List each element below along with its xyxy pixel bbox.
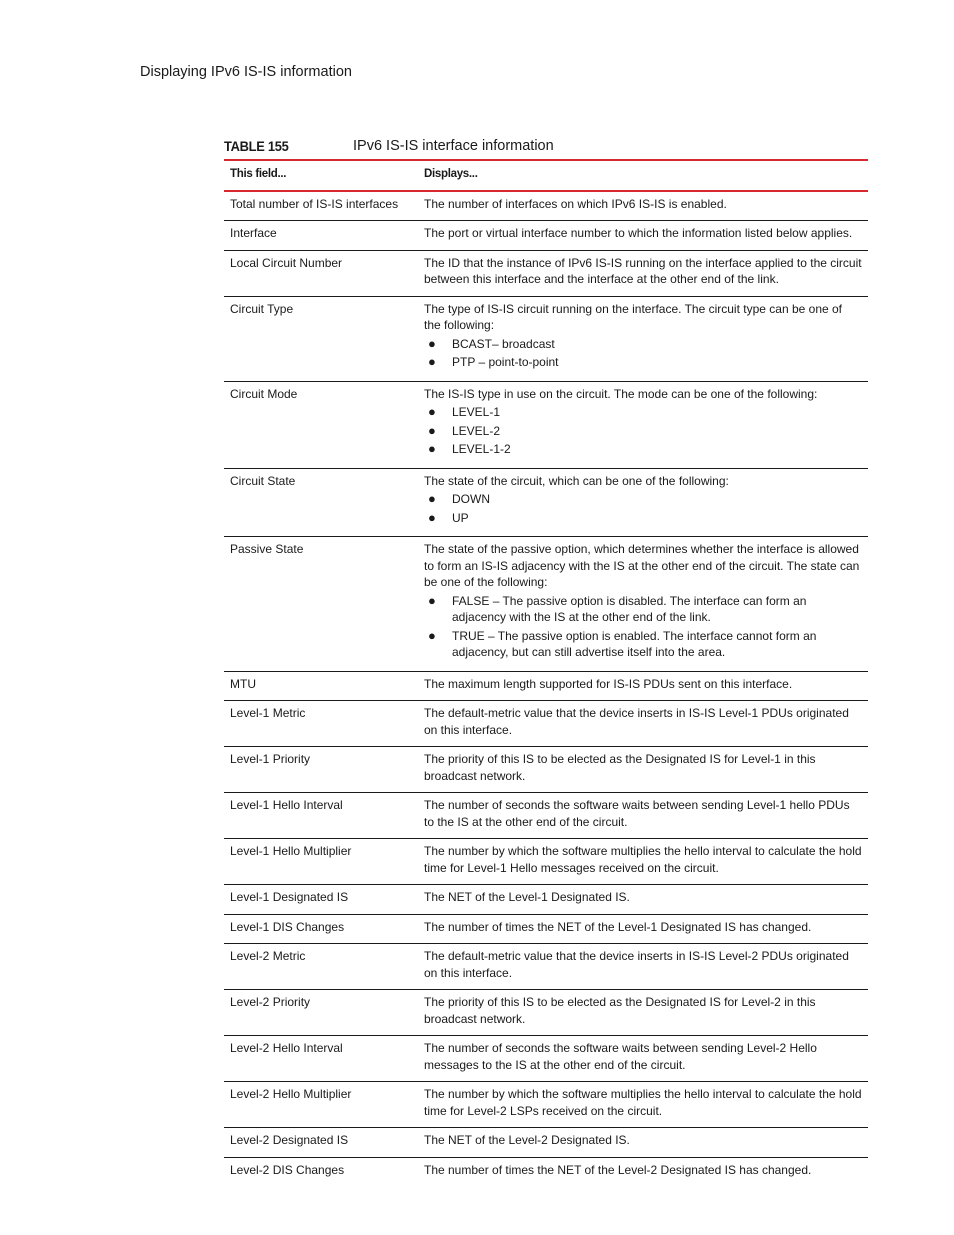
bullet-dot-icon: ●	[428, 441, 436, 456]
table-row	[224, 914, 868, 944]
description-text: The default-metric value that the device inserts in IS-IS Level-1 PDUs originated on this interface.	[424, 706, 849, 737]
bullet-text: UP	[452, 510, 469, 525]
field-name-cell: Level-1 Designated IS	[230, 890, 349, 904]
bullet-text: BCAST– broadcast	[452, 336, 555, 351]
bullet-item	[424, 491, 862, 508]
description-cell	[418, 793, 868, 839]
field-name-cell: Level-2 DIS Changes	[230, 1162, 345, 1177]
bullet-text: DOWN	[452, 492, 490, 506]
bullet-text: TRUE – The passive option is enabled. The interface cannot form an adjacency, but can still advertise itself into the area.	[452, 628, 817, 659]
field-name-cell: Total number of IS-IS interfaces	[230, 196, 399, 211]
description-cell	[418, 537, 868, 672]
description-cell	[418, 701, 868, 747]
field-name-cell: Level-2 Hello Multiplier	[230, 1087, 352, 1101]
description-cell	[418, 1036, 868, 1082]
table-row	[224, 191, 868, 221]
bullet-dot-icon: ●	[428, 509, 436, 525]
table-row	[224, 537, 868, 672]
field-name-cell: Circuit State	[230, 473, 296, 488]
description-text: The type of IS-IS circuit running on the interface. The circuit type can be one of the following:	[424, 301, 843, 332]
bullet-item	[424, 354, 862, 371]
table-row	[224, 990, 868, 1036]
bullet-text: PTP – point-to-point	[452, 355, 559, 369]
description-cell	[418, 468, 868, 537]
field-name-cell: MTU	[230, 676, 256, 691]
table-row	[224, 671, 868, 701]
table-row	[224, 793, 868, 839]
description-cell	[418, 1082, 868, 1128]
bullet-item	[424, 510, 862, 527]
field-name-cell: Level-1 Hello Multiplier	[230, 844, 352, 858]
column-header-displays: Displays...	[424, 168, 478, 180]
table-body	[224, 191, 868, 1187]
description-cell	[418, 990, 868, 1036]
description-text: The priority of this IS to be elected as the Designated IS for Level-1 in this broadcast network.	[424, 752, 816, 783]
field-name-cell: Local Circuit Number	[230, 255, 343, 270]
field-name-cell: Level-2 Designated IS	[230, 1133, 349, 1147]
description-cell	[418, 221, 868, 251]
table-row	[224, 1036, 868, 1082]
bullet-item	[424, 336, 862, 353]
description-text: The NET of the Level-1 Designated IS.	[424, 890, 630, 904]
description-cell	[418, 747, 868, 793]
field-name-cell: Circuit Type	[230, 301, 294, 316]
bullet-item	[424, 593, 862, 626]
bullet-text: LEVEL-1-2	[452, 442, 511, 456]
bullet-item	[424, 423, 862, 440]
info-table	[224, 159, 868, 1186]
table-row	[224, 747, 868, 793]
bullet-text: LEVEL-2	[452, 423, 501, 438]
description-text: The number of seconds the software waits between sending Level-2 Hello messages to the IS at the other end of the circuit.	[424, 1041, 817, 1072]
bullet-list	[424, 593, 862, 661]
description-text: The number of times the NET of the Level-1 Designated IS has changed.	[424, 919, 812, 934]
description-text: The NET of the Level-2 Designated IS.	[424, 1133, 630, 1147]
bullet-dot-icon: ●	[428, 354, 436, 369]
description-cell	[418, 944, 868, 990]
table-row	[224, 885, 868, 915]
description-text: The number of interfaces on which IPv6 IS-IS is enabled.	[424, 196, 727, 211]
bullet-dot-icon: ●	[428, 491, 436, 506]
bullet-item	[424, 441, 862, 458]
bullet-text: FALSE – The passive option is disabled. The interface can form an adjacency with the IS at the other end of the link.	[452, 593, 807, 624]
field-name-cell: Level-2 Hello Interval	[230, 1041, 343, 1055]
field-name-cell: Passive State	[230, 542, 304, 556]
bullet-list	[424, 491, 862, 526]
field-name-cell: Level-2 Priority	[230, 995, 311, 1009]
description-cell	[418, 296, 868, 381]
field-name-cell: Level-1 Priority	[230, 752, 311, 766]
description-text: The ID that the instance of IPv6 IS-IS running on the interface applied to the circuit between this interface and the interface at the other end of the link.	[424, 255, 862, 286]
description-text: The number by which the software multiplies the hello interval to calculate the hold time for Level-2 LSPs received on the circuit.	[424, 1087, 862, 1118]
description-cell	[418, 1157, 868, 1186]
bullet-list	[424, 404, 862, 458]
table-row	[224, 701, 868, 747]
table-row	[224, 250, 868, 296]
bullet-dot-icon: ●	[428, 627, 436, 643]
description-text: The number by which the software multiplies the hello interval to calculate the hold time for Level-1 Hello messages received on the circuit.	[424, 844, 862, 875]
bullet-item	[424, 404, 862, 421]
bullet-text: LEVEL-1	[452, 405, 501, 419]
description-text: The priority of this IS to be elected as the Designated IS for Level-2 in this broadcast network.	[424, 995, 816, 1026]
description-text: The port or virtual interface number to which the information listed below applies.	[424, 226, 853, 240]
bullet-dot-icon: ●	[428, 422, 436, 438]
table-row	[224, 221, 868, 251]
field-name-cell: Level-1 Hello Interval	[230, 798, 343, 812]
description-text: The default-metric value that the device inserts in IS-IS Level-2 PDUs originated on this interface.	[424, 949, 849, 980]
table-row	[224, 1128, 868, 1158]
field-name-cell: Level-1 DIS Changes	[230, 919, 345, 934]
column-header-field: This field...	[230, 168, 287, 180]
table-row	[224, 1082, 868, 1128]
field-name-cell: Level-2 Metric	[230, 949, 306, 963]
table-row	[224, 839, 868, 885]
table-header-row	[224, 160, 868, 191]
bullet-dot-icon: ●	[428, 404, 436, 419]
bullet-item	[424, 628, 862, 661]
description-text: The number of times the NET of the Level-2 Designated IS has changed.	[424, 1162, 812, 1177]
description-cell	[418, 671, 868, 701]
description-cell	[418, 191, 868, 221]
table-label: TABLE 155	[224, 138, 289, 154]
description-cell	[418, 839, 868, 885]
table-row	[224, 296, 868, 381]
bullet-dot-icon: ●	[428, 592, 436, 608]
description-cell	[418, 1128, 868, 1158]
description-cell	[418, 250, 868, 296]
description-text: The number of seconds the software waits between sending Level-1 hello PDUs to the IS at the other end of the circuit.	[424, 798, 850, 829]
description-text: The state of the passive option, which determines whether the interface is allowed to form an IS-IS adjacency with the IS at the other end of the circuit. The state can be one of the following:	[424, 542, 860, 589]
bullet-dot-icon: ●	[428, 335, 436, 351]
table-row	[224, 1157, 868, 1186]
description-text: The IS-IS type in use on the circuit. The mode can be one of the following:	[424, 386, 818, 401]
table-row	[224, 381, 868, 468]
description-cell	[418, 381, 868, 468]
description-text: The maximum length supported for IS-IS PDUs sent on this interface.	[424, 676, 793, 691]
description-text: The state of the circuit, which can be one of the following:	[424, 473, 729, 488]
running-header: Displaying IPv6 IS-IS information	[140, 64, 352, 80]
field-name-cell: Circuit Mode	[230, 386, 298, 401]
description-cell	[418, 885, 868, 915]
bullet-list	[424, 336, 862, 371]
table-row	[224, 944, 868, 990]
table-row	[224, 468, 868, 537]
field-name-cell: Level-1 Metric	[230, 706, 306, 720]
description-cell	[418, 914, 868, 944]
field-name-cell: Interface	[230, 226, 277, 240]
table-title: IPv6 IS-IS interface information	[353, 138, 554, 154]
